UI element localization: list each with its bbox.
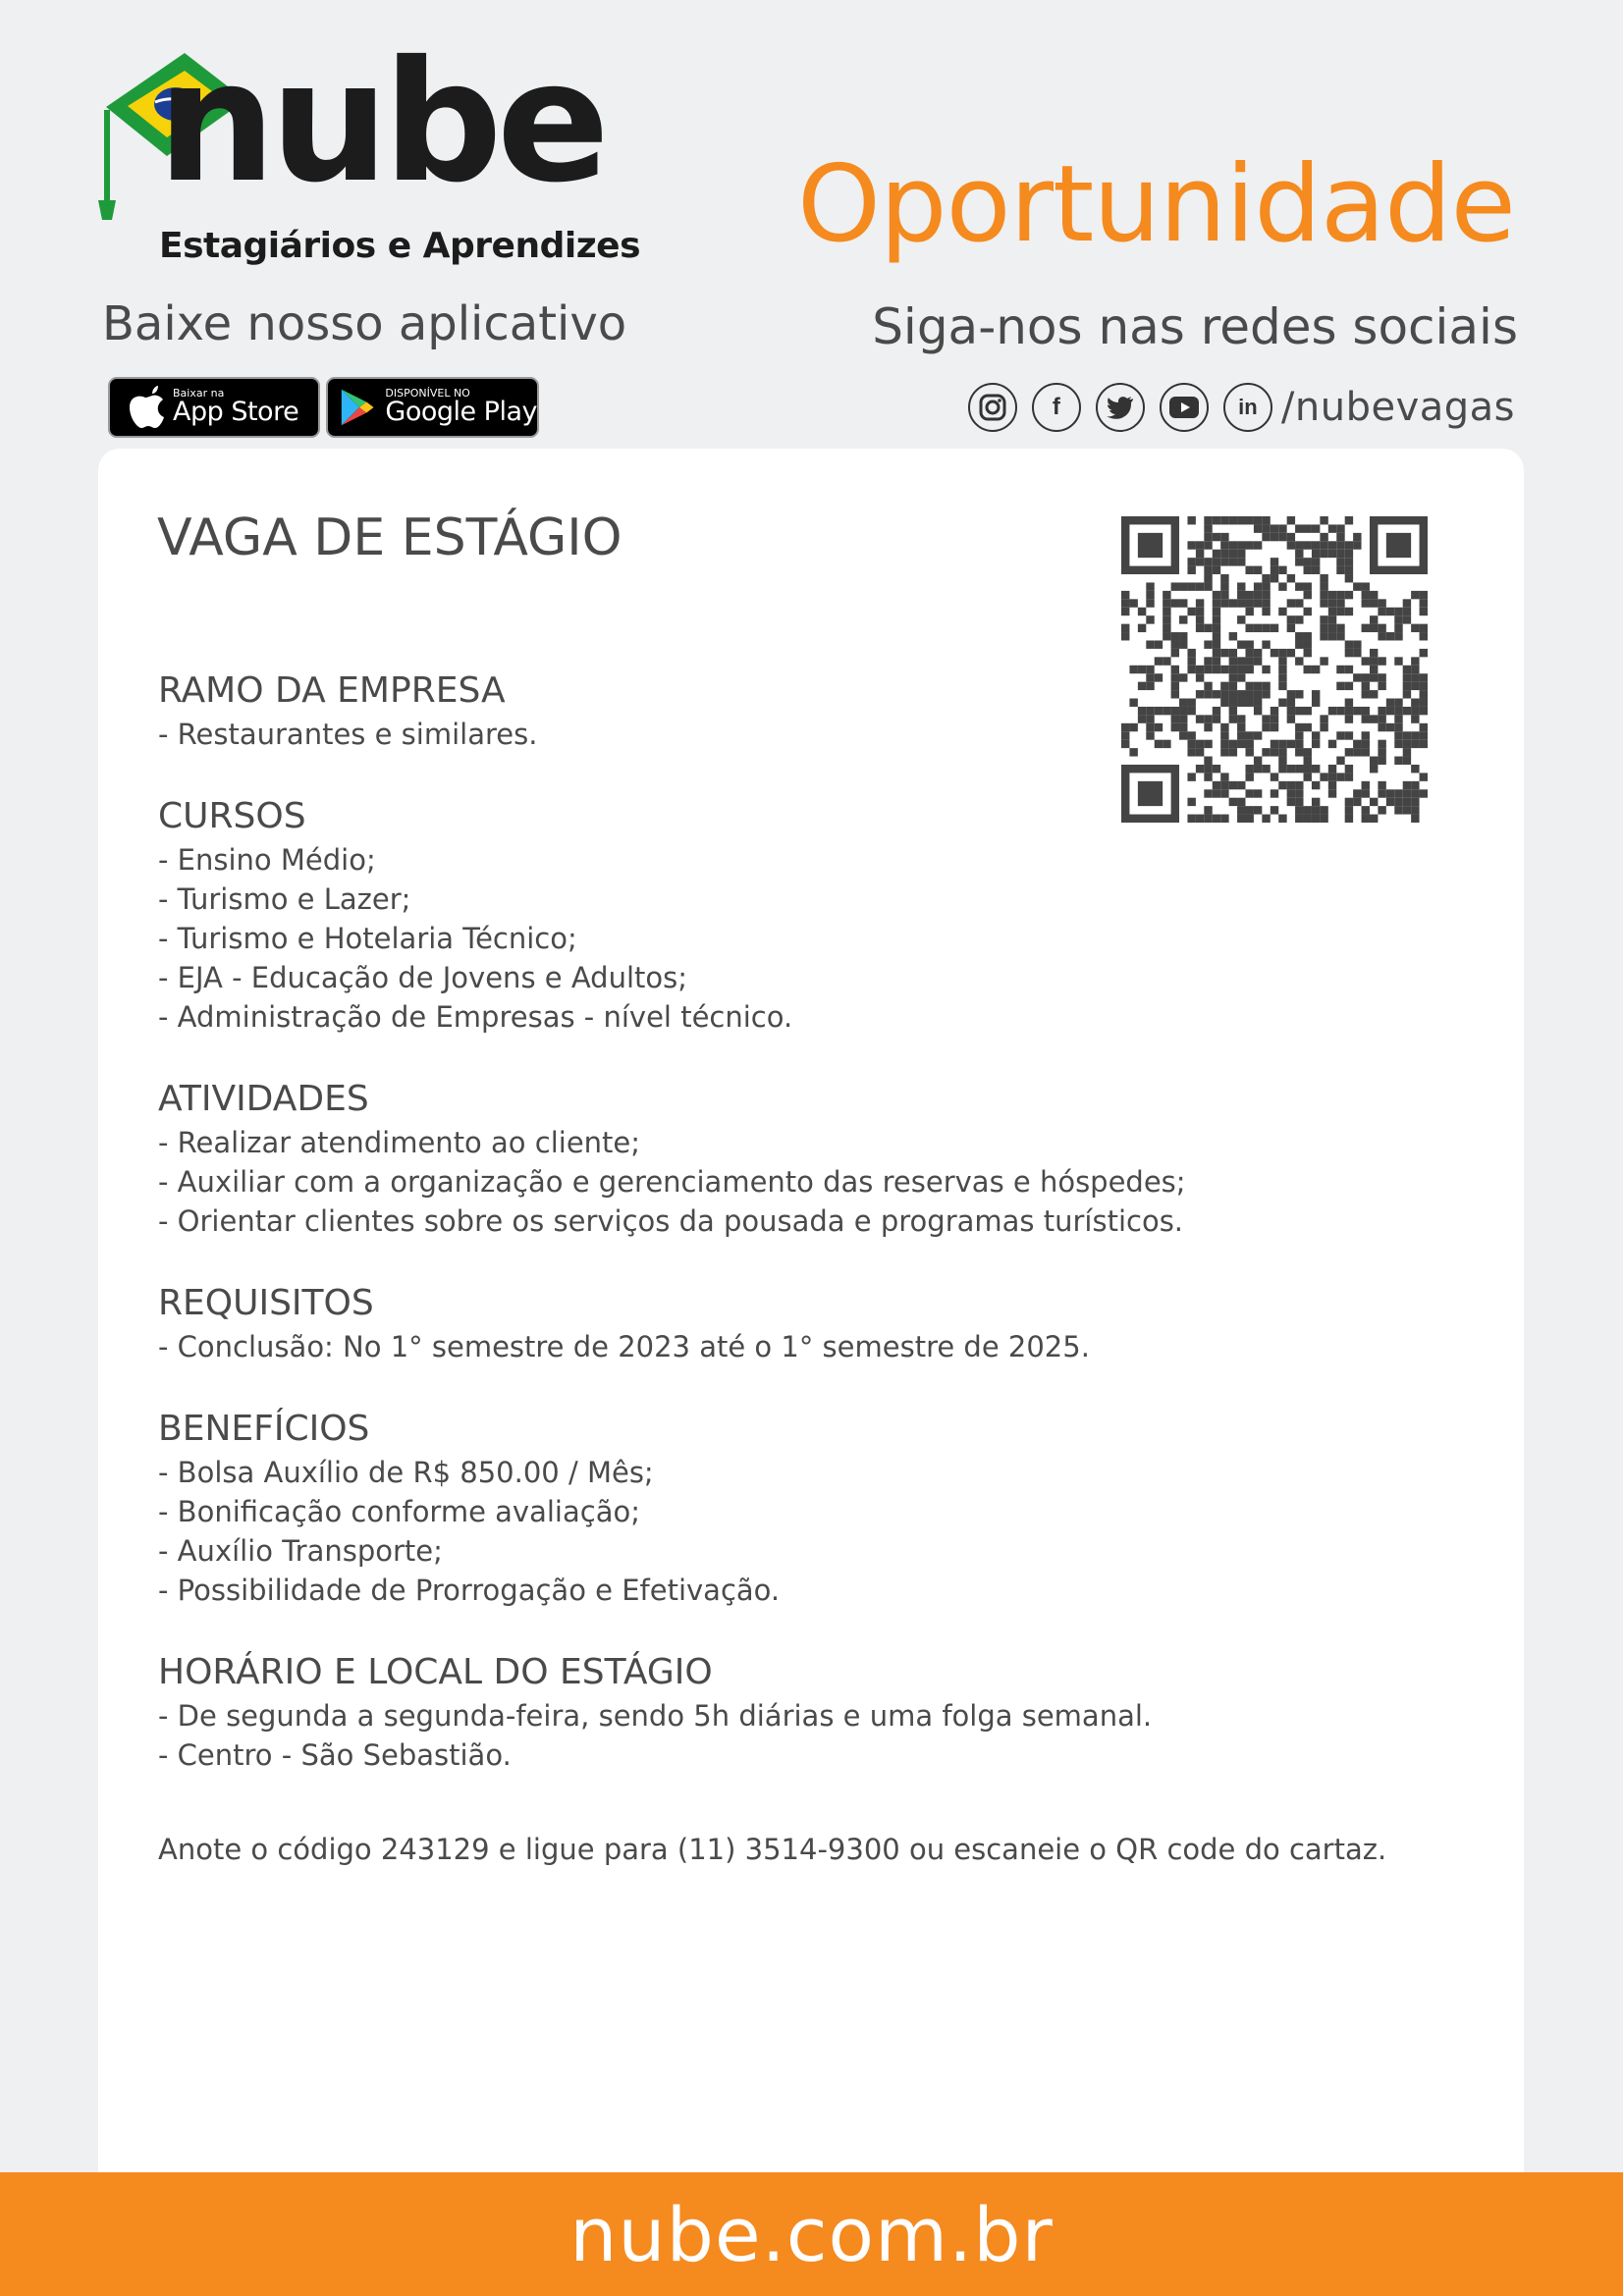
job-section <box>158 669 1189 754</box>
section-item: - Administração de Empresas - nível técnico. <box>158 1000 793 1034</box>
section-item: - Bolsa Auxílio de R$ 850.00 / Mês; <box>158 1456 654 1489</box>
google-play-badge[interactable] <box>326 377 539 438</box>
facebook-icon[interactable]: f <box>1032 383 1081 432</box>
job-section <box>158 1408 1189 1610</box>
job-section <box>158 795 1189 1037</box>
section-item: - Centro - São Sebastião. <box>158 1738 512 1772</box>
job-sections <box>158 669 1387 1869</box>
section-heading: RAMO DA EMPRESA <box>158 670 506 711</box>
section-heading: ATIVIDADES <box>158 1079 369 1119</box>
logo-wordmark: nube <box>157 26 605 220</box>
section-item: - Ensino Médio; <box>158 843 376 877</box>
app-store-badge[interactable] <box>108 377 320 438</box>
section-item: - EJA - Educação de Jovens e Adultos; <box>158 961 687 994</box>
appstore-small-text: Baixar na <box>173 387 225 400</box>
logo-subtitle: Estagiários e Aprendizes <box>159 226 640 266</box>
google-play-icon <box>340 386 375 429</box>
appstore-big-text: App Store <box>173 397 299 428</box>
section-heading: CURSOS <box>158 796 306 836</box>
section-item: - Possibilidade de Prorrogação e Efetivação. <box>158 1574 781 1607</box>
googleplay-big-text: Google Play <box>385 397 537 428</box>
job-section <box>158 1282 1189 1366</box>
apple-icon <box>126 386 165 429</box>
googleplay-small-text: DISPONÍVEL NO <box>385 387 470 400</box>
contact-footnote: Anote o código 243129 e ligue para (11) 3514-9300 ou escaneie o QR code do cartaz. <box>158 1833 1387 1866</box>
nube-logo <box>98 26 640 275</box>
youtube-icon[interactable] <box>1160 383 1209 432</box>
section-item: - Realizar atendimento ao cliente; <box>158 1126 641 1159</box>
website-link[interactable]: nube.com.br <box>569 2190 1054 2278</box>
apps-title: Baixe nosso aplicativo <box>102 296 627 351</box>
footer-bar <box>0 2172 1623 2296</box>
section-item: - Turismo e Hotelaria Técnico; <box>158 922 577 955</box>
section-item: - Orientar clientes sobre os serviços da pousada e programas turísticos. <box>158 1204 1184 1238</box>
job-title: VAGA DE ESTÁGIO <box>157 508 622 567</box>
section-item: - Restaurantes e similares. <box>158 718 538 751</box>
linkedin-icon[interactable]: in <box>1223 383 1272 432</box>
section-heading: BENEFÍCIOS <box>158 1409 370 1449</box>
social-handle[interactable]: /nubevagas <box>1280 385 1515 430</box>
section-item: - Conclusão: No 1° semestre de 2023 até o 1° semestre de 2025. <box>158 1330 1090 1363</box>
section-heading: HORÁRIO E LOCAL DO ESTÁGIO <box>158 1652 713 1692</box>
twitter-icon[interactable] <box>1096 383 1145 432</box>
section-item: - Auxílio Transporte; <box>158 1534 443 1568</box>
headline: Oportunidade <box>796 143 1515 266</box>
section-item: - Turismo e Lazer; <box>158 882 411 916</box>
section-item: - De segunda a segunda-feira, sendo 5h diárias e uma folga semanal. <box>158 1699 1153 1733</box>
social-title: Siga-nos nas redes sociais <box>872 298 1518 355</box>
section-heading: REQUISITOS <box>158 1283 374 1323</box>
social-links <box>968 378 1515 437</box>
section-item: - Bonificação conforme avaliação; <box>158 1495 640 1528</box>
job-section <box>158 1651 1189 1775</box>
instagram-icon[interactable] <box>968 383 1017 432</box>
job-section <box>158 1078 1189 1241</box>
section-item: - Auxiliar com a organização e gerenciamento das reservas e hóspedes; <box>158 1165 1186 1199</box>
